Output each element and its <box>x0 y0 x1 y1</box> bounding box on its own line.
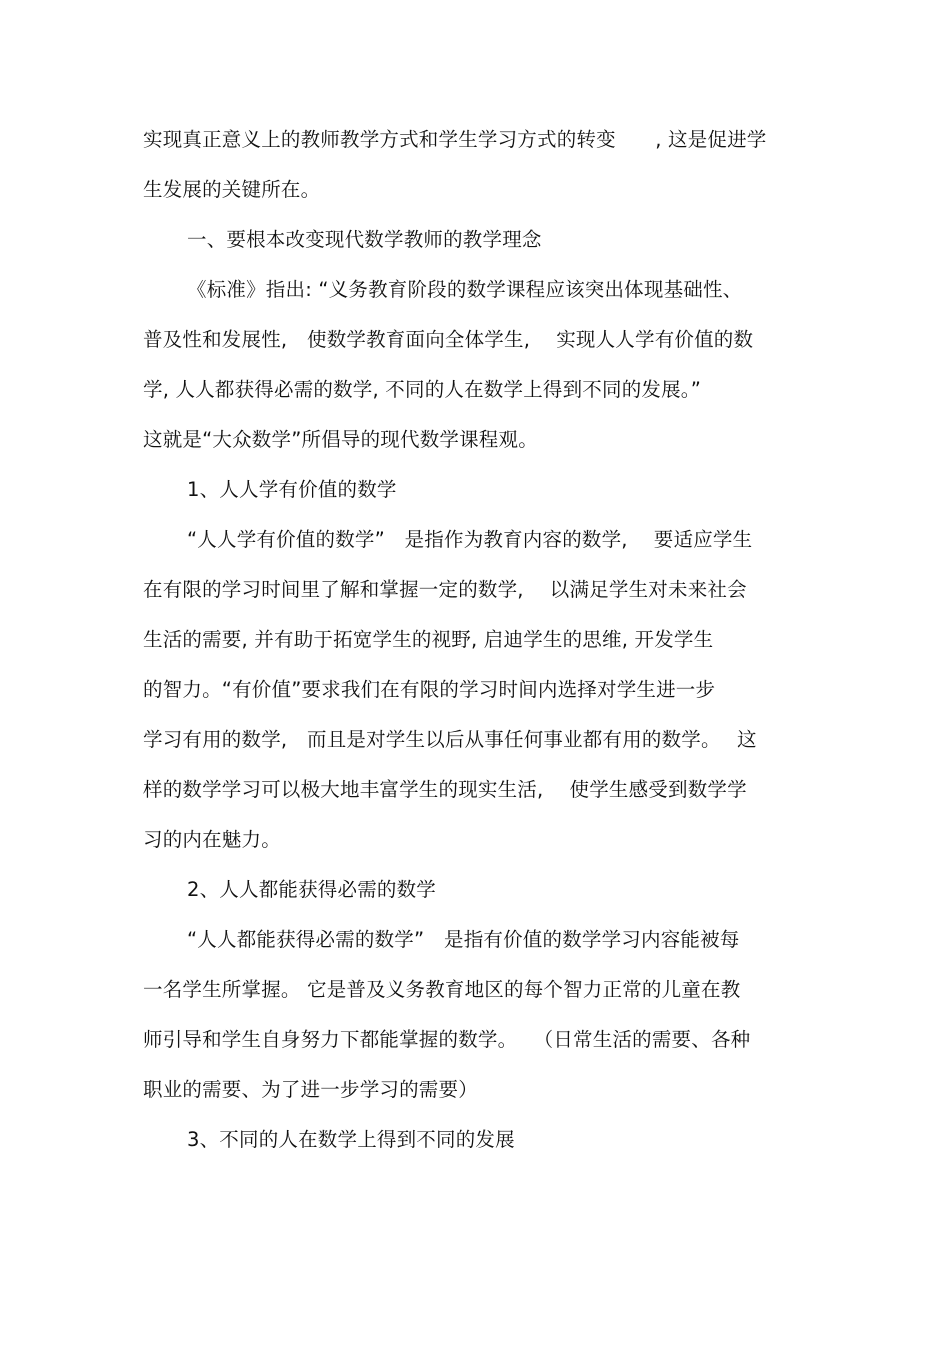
subsection-heading-3: 3、不同的人在数学上得到不同的发展 <box>187 1128 515 1151</box>
text-line-17: “人人都能获得必需的数学” 是指有价值的数学学习内容能被每 <box>187 928 740 951</box>
text-line-1: 实现真正意义上的教师教学方式和学生学习方式的转变 , 这是促进学 <box>143 128 767 151</box>
text-line-14: 样的数学学习可以极大地丰富学生的现实生活, 使学生感受到数学学 <box>143 778 747 801</box>
text-line-19: 师引导和学生自身努力下都能掌握的数学。 （日常生活的需要、各种 <box>143 1028 751 1051</box>
text-line-15: 习的内在魅力。 <box>143 828 281 851</box>
section-heading-1: 一、要根本改变现代数学教师的教学理念 <box>187 228 542 251</box>
text-line-20: 职业的需要、为了进一步学习的需要） <box>143 1078 478 1101</box>
subsection-heading-1: 1、人人学有价值的数学 <box>187 478 397 501</box>
text-line-10: 在有限的学习时间里了解和掌握一定的数学, 以满足学生对未来社会 <box>143 578 747 601</box>
text-line-2: 生发展的关键所在。 <box>143 178 321 201</box>
text-line-11: 生活的需要, 并有助于拓宽学生的视野, 启迪学生的思维, 开发学生 <box>143 628 714 651</box>
text-line-18: 一名学生所掌握。 它是普及义务教育地区的每个智力正常的儿童在教 <box>143 978 741 1001</box>
text-line-6: 学, 人人都获得必需的数学, 不同的人在数学上得到不同的发展。” <box>143 378 702 401</box>
text-line-7: 这就是“大众数学”所倡导的现代数学课程观。 <box>143 428 538 451</box>
text-line-13: 学习有用的数学, 而且是对学生以后从事任何事业都有用的数学。 这 <box>143 728 757 751</box>
text-line-12: 的智力。“有价值”要求我们在有限的学习时间内选择对学生进一步 <box>143 678 716 701</box>
text-line-5: 普及性和发展性, 使数学教育面向全体学生, 实现人人学有价值的数 <box>143 328 754 351</box>
subsection-heading-2: 2、人人都能获得必需的数学 <box>187 878 437 901</box>
text-line-9: “人人学有价值的数学” 是指作为教育内容的数学, 要适应学生 <box>187 528 753 551</box>
text-line-4: 《标准》指出: “义务教育阶段的数学课程应该突出体现基础性、 <box>187 278 743 301</box>
